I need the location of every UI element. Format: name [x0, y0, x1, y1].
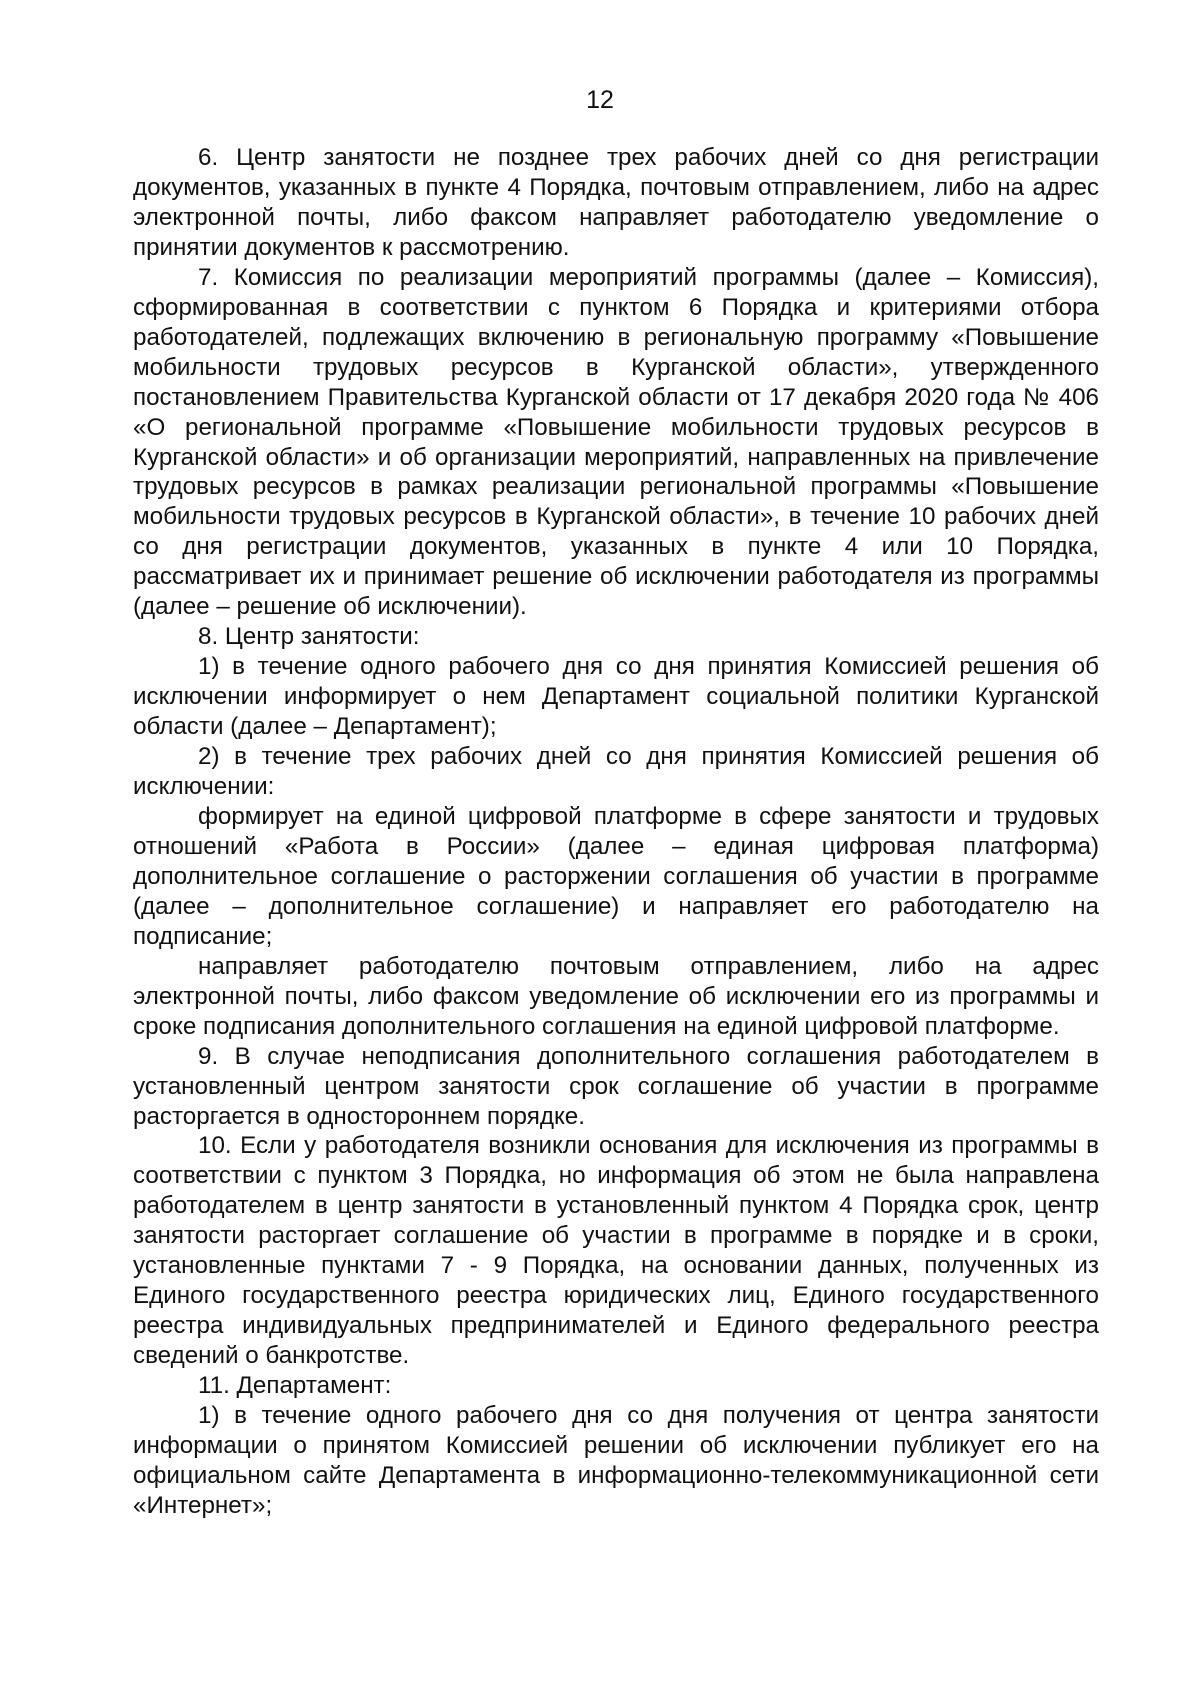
- paragraph-8-heading: 8. Центр занятости:: [198, 623, 420, 651]
- paragraph-9: 9. В случае неподписания дополнительного соглашения работодателем в установленный центром занятости срок соглашение об участии в программе расторгается в одностороннем порядке.: [133, 1042, 1099, 1130]
- paragraph-8-item-2-sub-1: формирует на единой цифровой платформе в сфере занятости и трудовых отношений «Работа в России» (далее – единая цифровая платформа) дополнительное соглашение о расторжении соглашения об участии в программе (далее – дополнительное соглашение) и направляет его работодателю на подписание;: [133, 802, 1099, 950]
- page-number: 12: [586, 86, 614, 114]
- paragraph-8-item-2-sub-2: направляет работодателю почтовым отправлением, либо на адрес электронной почты, либо факсом уведомление об исключении его из программы и сроке подписания дополнительного соглашения на единой цифровой платформе.: [133, 952, 1099, 1040]
- document-body: [133, 143, 1099, 1521]
- paragraph-11-heading: 11. Департамент:: [198, 1372, 392, 1400]
- paragraph-11-item-1: 1) в течение одного рабочего дня со дня получения от центра занятости информации о принятом Комиссией решении об исключении публикует его на официальном сайте Департамента в информационно-телекоммуникационной сети «Интернет»;: [133, 1402, 1099, 1519]
- paragraph-6: 6. Центр занятости не позднее трех рабочих дней со дня регистрации документов, указанных в пункте 4 Порядка, почтовым отправлением, либо на адрес электронной почты, либо факсом направляет работодателю уведомление о принятии документов к рассмотрению.: [133, 144, 1099, 261]
- paragraph-7: 7. Комиссия по реализации мероприятий программы (далее – Комиссия), сформированная в соответствии с пунктом 6 Порядка и критериями отбора работодателей, подлежащих включению в региональную программу «Повышение мобильности трудовых ресурсов в Курганской области», утвержденного постановлением Правительства Курганской области от 17 декабря 2020 года № 406 «О региональной программе «Повышение мобильности трудовых ресурсов в Курганской области» и об организации мероприятий, направленных на привлечение трудовых ресурсов в рамках реализации региональной программы «Повышение мобильности трудовых ресурсов в Курганской области», в течение 10 рабочих дней со дня регистрации документов, указанных в пункте 4 или 10 Порядка, рассматривает их и принимает решение об исключении работодателя из программы (далее – решение об исключении).: [133, 263, 1099, 621]
- paragraph-8-item-2: 2) в течение трех рабочих дней со дня принятия Комиссией решения об исключении:: [133, 743, 1099, 801]
- paragraph-8-item-1: 1) в течение одного рабочего дня со дня принятия Комиссией решения об исключении информирует о нем Департамент социальной политики Курганской области (далее – Департамент);: [133, 653, 1099, 741]
- paragraph-10: 10. Если у работодателя возникли основания для исключения из программы в соответствии с пунктом 3 Порядка, но информация об этом не была направлена работодателем в центр занятости в установленный пунктом 4 Порядка срок, центр занятости расторгает соглашение об участии в программе в порядке и в сроки, установленные пунктами 7 - 9 Порядка, на основании данных, полученных из Единого государственного реестра юридических лиц, Единого государственного реестра индивидуальных предпринимателей и Единого федерального реестра сведений о банкротстве.: [133, 1132, 1099, 1370]
